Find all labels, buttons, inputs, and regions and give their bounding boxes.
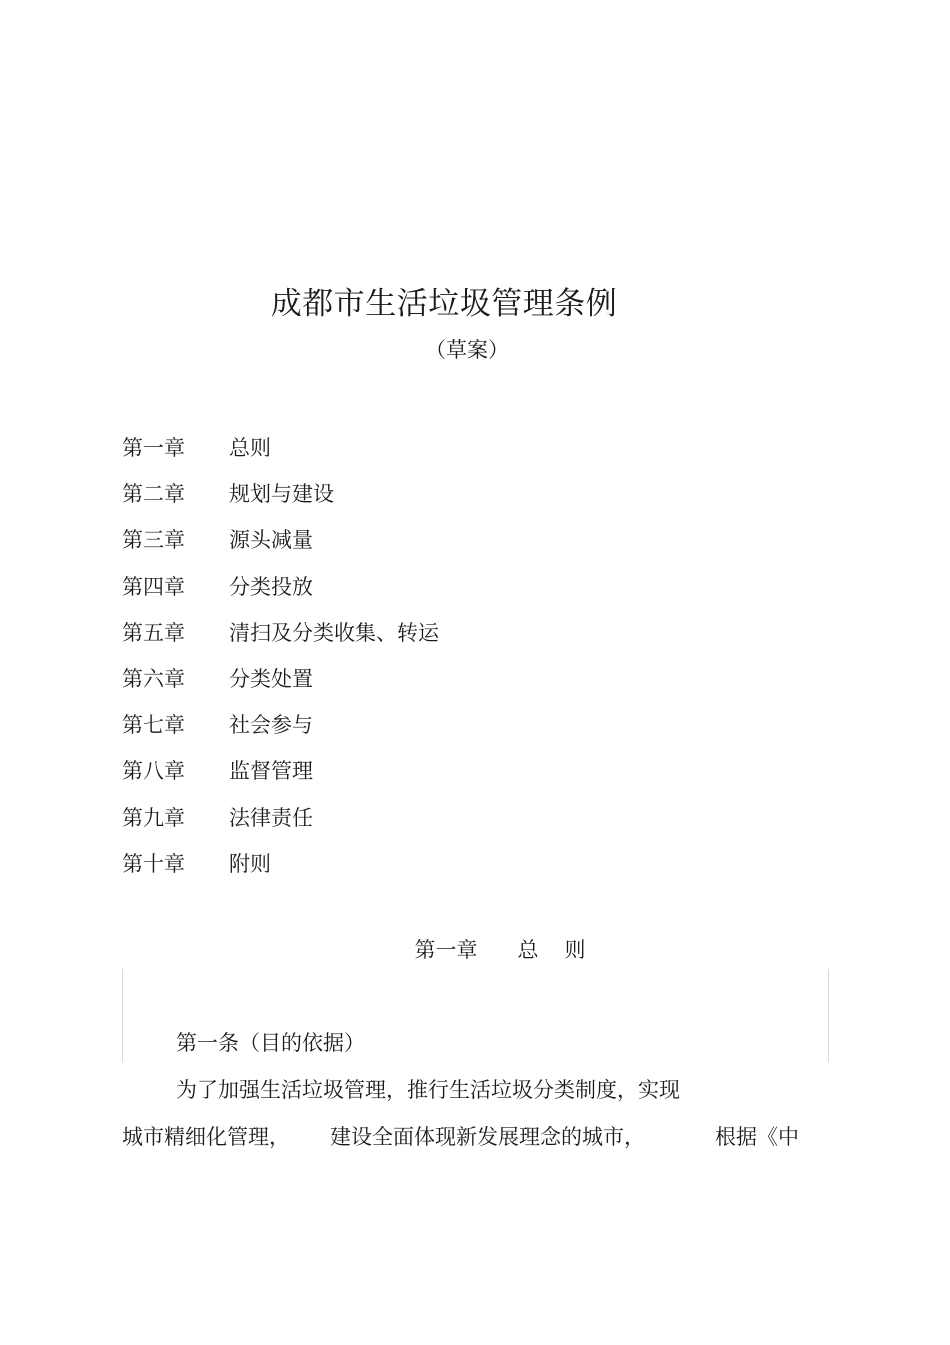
article-title: 第一条（目的依据） — [176, 1031, 365, 1055]
frame-line-left — [122, 969, 123, 1062]
toc-chapter-number: 第三章 — [122, 528, 185, 553]
chapter-number: 第一章 — [414, 938, 478, 962]
table-of-contents — [122, 424, 439, 886]
chapter-title-char: 则 — [564, 938, 586, 962]
chapter-title-char: 总 — [517, 938, 539, 962]
toc-item — [122, 563, 439, 609]
toc-chapter-name: 总则 — [229, 436, 271, 461]
toc-item — [122, 701, 439, 747]
toc-item — [122, 747, 439, 793]
toc-item — [122, 470, 439, 516]
toc-chapter-name: 清扫及分类收集、转运 — [229, 620, 439, 645]
article-text-segment: 建设全面体现新发展理念的城市， — [330, 1125, 645, 1149]
toc-chapter-name: 分类处置 — [229, 667, 313, 692]
article-text-line — [122, 1122, 799, 1152]
article-text-segment: 城市精细化管理， — [122, 1125, 290, 1149]
toc-chapter-number: 第九章 — [122, 805, 185, 830]
toc-chapter-name: 分类投放 — [229, 574, 313, 599]
toc-item — [122, 424, 439, 470]
document-title: 成都市生活垃圾管理条例 — [270, 286, 618, 322]
chapter-heading — [0, 933, 950, 967]
toc-chapter-name: 社会参与 — [229, 713, 313, 738]
toc-chapter-name: 源头减量 — [229, 528, 313, 553]
toc-chapter-number: 第八章 — [122, 759, 185, 784]
toc-chapter-number: 第二章 — [122, 482, 185, 507]
toc-chapter-number: 第五章 — [122, 620, 185, 645]
toc-chapter-number: 第七章 — [122, 713, 185, 738]
toc-chapter-name: 规划与建设 — [229, 482, 334, 507]
toc-chapter-name: 监督管理 — [229, 759, 313, 784]
toc-item — [122, 516, 439, 562]
toc-item — [122, 794, 439, 840]
toc-chapter-number: 第四章 — [122, 574, 185, 599]
toc-item — [122, 655, 439, 701]
toc-item — [122, 840, 439, 886]
article-text-segment: 根据《中 — [715, 1125, 799, 1149]
toc-chapter-number: 第六章 — [122, 667, 185, 692]
frame-line-right — [828, 969, 829, 1062]
toc-chapter-name: 法律责任 — [229, 805, 313, 830]
document-subtitle: （草案） — [425, 338, 509, 362]
article-text-line: 为了加强生活垃圾管理，推行生活垃圾分类制度，实现 — [176, 1078, 680, 1102]
toc-chapter-name: 附则 — [229, 851, 271, 876]
toc-chapter-number: 第一章 — [122, 436, 185, 461]
toc-item — [122, 609, 439, 655]
toc-chapter-number: 第十章 — [122, 851, 185, 876]
